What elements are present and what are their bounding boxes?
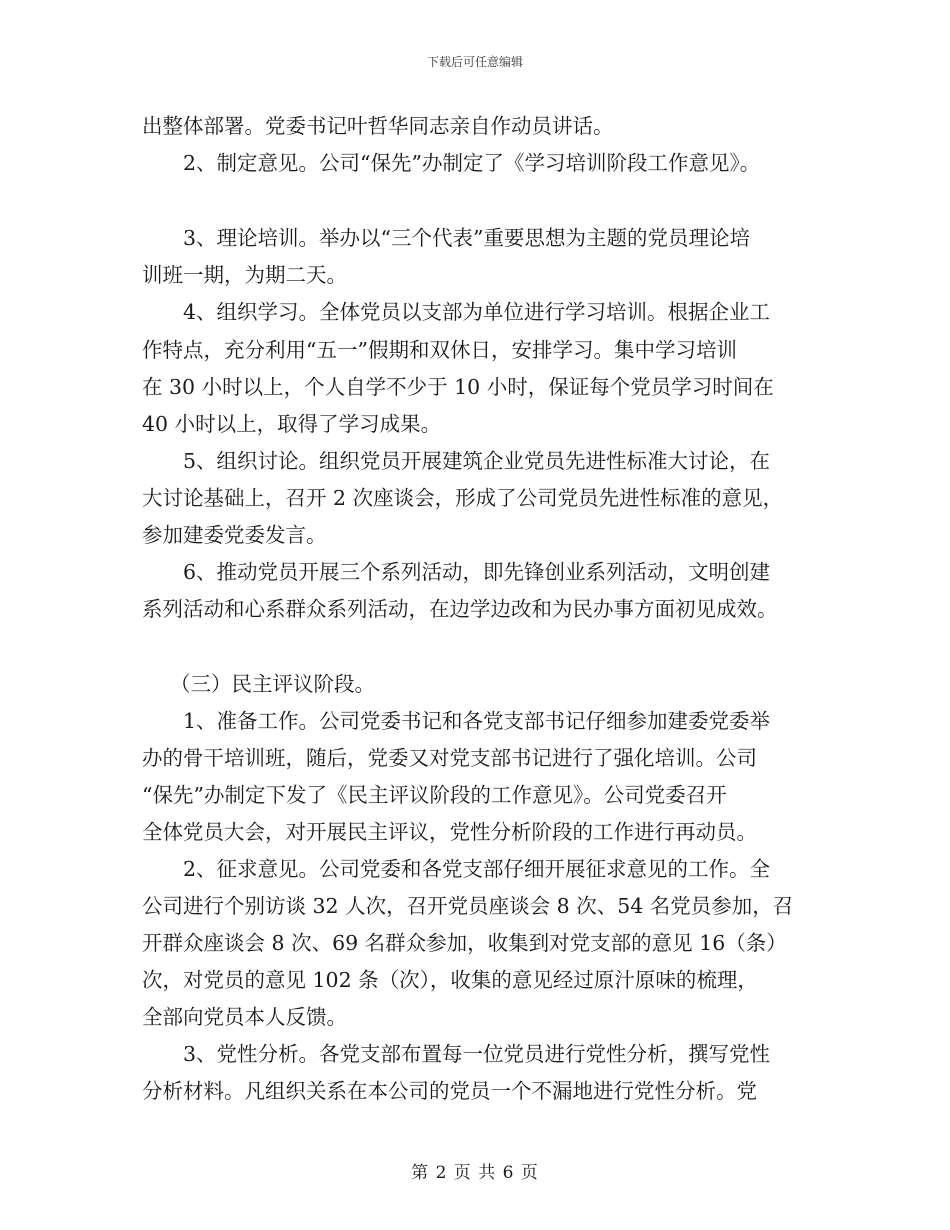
body-line: “保先”办制定下发了《民主评议阶段的工作意见》。公司党委召开 xyxy=(142,783,727,807)
body-line: 大讨论基础上，召开 2 次座谈会，形成了公司党员先进性标准的意见， xyxy=(142,486,784,510)
body-line: 40 小时以上，取得了学习成果。 xyxy=(142,412,442,436)
body-line: 5、组织讨论。组织党员开展建筑企业党员先进性标准大讨论，在 xyxy=(183,449,771,473)
body-line: 2、制定意见。公司“保先”办制定了《学习培训阶段工作意见》。 xyxy=(183,151,761,175)
section-heading: （三）民主评议阶段。 xyxy=(170,672,375,696)
body-line: 6、推动党员开展三个系列活动，即先锋创业系列活动，文明创建 xyxy=(183,560,771,584)
page-header: 下载后可任意编辑 xyxy=(426,55,523,69)
body-line: 系列活动和心系群众系列活动，在边学边改和为民办事方面初见成效。 xyxy=(142,597,778,621)
body-line: 作特点，充分利用“五一”假期和双休日，安排学习。集中学习培训 xyxy=(142,338,737,362)
page-footer: 第 2 页 共 6 页 xyxy=(411,1163,539,1183)
body-line: 分析材料。凡组织关系在本公司的党员一个不漏地进行党性分析。党 xyxy=(142,1079,757,1103)
body-line: 出整体部署。党委书记叶哲华同志亲自作动员讲话。 xyxy=(142,114,614,138)
body-line: 1、准备工作。公司党委书记和各党支部书记仔细参加建委党委举 xyxy=(183,709,771,733)
body-line: 公司进行个别访谈 32 人次，召开党员座谈会 8 次、54 名党员参加，召 xyxy=(142,894,794,918)
body-line: 全部向党员本人反馈。 xyxy=(142,1005,347,1029)
body-line: 在 30 小时以上，个人自学不少于 10 小时，保证每个党员学习时间在 xyxy=(142,375,774,399)
body-line: 开群众座谈会 8 次、69 名群众参加，收集到对党支部的意见 16（条） xyxy=(142,931,787,955)
body-line: 3、党性分析。各党支部布置每一位党员进行党性分析，撰写党性 xyxy=(183,1042,771,1066)
body-line: 全体党员大会，对开展民主评议，党性分析阶段的工作进行再动员。 xyxy=(142,820,757,844)
body-line: 办的骨干培训班，随后，党委又对党支部书记进行了强化培训。公司 xyxy=(142,746,757,770)
body-line: 参加建委党委发言。 xyxy=(142,523,327,547)
body-line: 3、理论培训。举办以“三个代表”重要思想为主题的党员理论培 xyxy=(183,226,751,250)
body-line: 4、组织学习。全体党员以支部为单位进行学习培训。根据企业工 xyxy=(183,300,771,324)
body-line: 2、征求意见。公司党委和各党支部仔细开展征求意见的工作。全 xyxy=(183,857,771,881)
body-line: 次，对党员的意见 102 条（次），收集的意见经过原汁原味的梳理， xyxy=(142,968,758,992)
body-line: 训班一期，为期二天。 xyxy=(142,263,347,287)
